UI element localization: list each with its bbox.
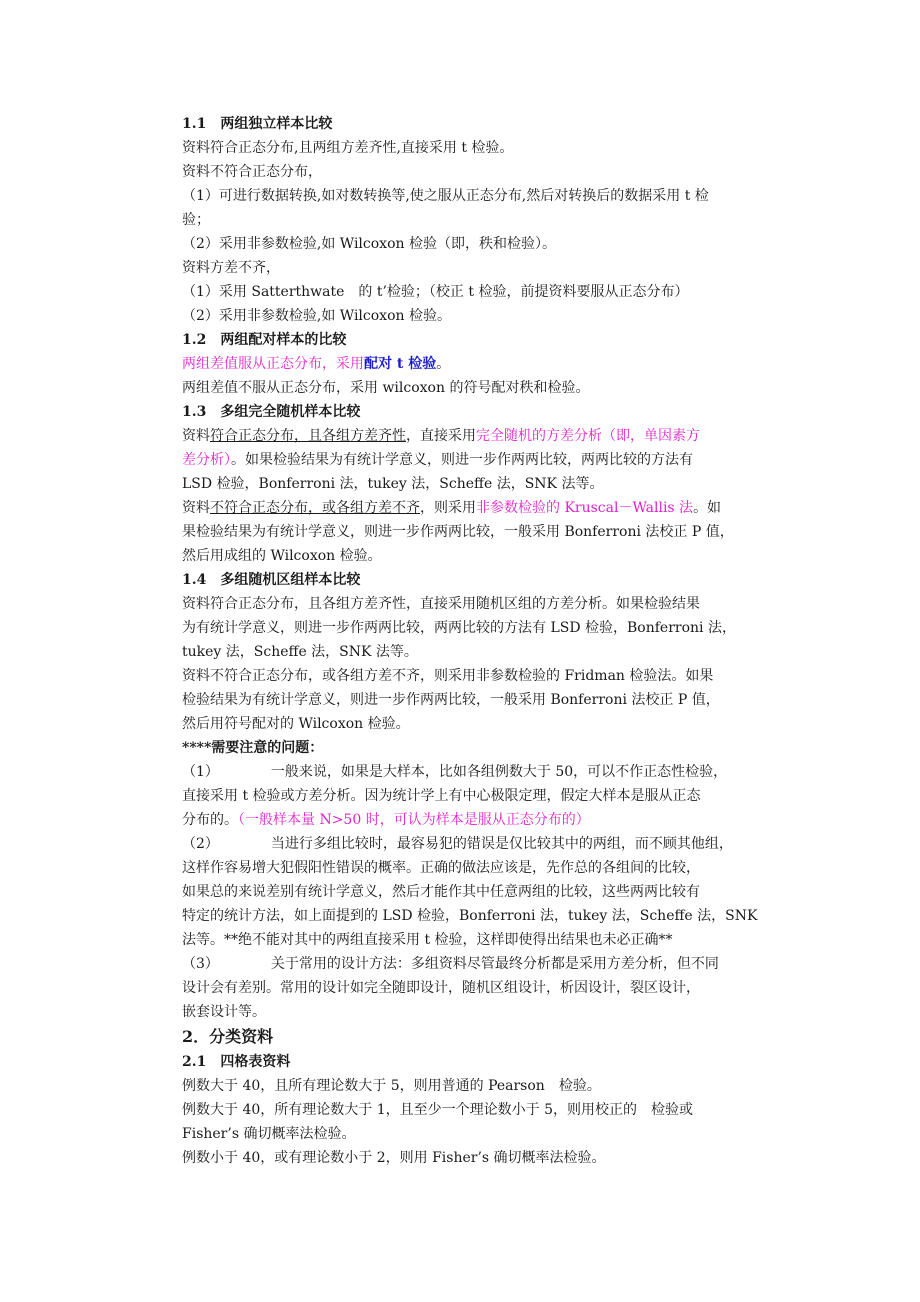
paragraph-line: 资料符合正态分布,且两组方差齐性,直接采用 t 检验。: [182, 140, 514, 156]
paragraph-line: 两组差值不服从正态分布，采用 wilcoxon 的符号配对秩和检验。: [182, 380, 590, 396]
paragraph-line: LSD 检验，Bonferroni 法，tukey 法，Scheffe 法，SNK 法等。: [182, 476, 604, 492]
paragraph-line: [182, 808, 794, 832]
paragraph-line: 果检验结果为有统计学意义，则进一步作两两比较，一般采用 Bonferroni 法校正 P 值，: [182, 524, 734, 540]
text-run: 资料: [182, 428, 210, 444]
paragraph-line: 特定的统计方法，如上面提到的 LSD 检验，Bonferroni 法，tukey 法，Scheffe 法，SNK: [182, 908, 758, 924]
paragraph-line: 法等。**绝不能对其中的两组直接采用 t 检验，这样即使得出结果也未必正确**: [182, 932, 673, 948]
paragraph-line: 如果总的来说差别有统计学意义，然后才能作其中任意两组的比较，这些两两比较有: [182, 884, 700, 900]
paragraph-line: 验；: [182, 212, 210, 228]
paragraph-line: 直接采用 t 检验或方差分析。因为统计学上有中心极限定理，假定大样本是服从正态: [182, 788, 701, 804]
text-run: 。如: [693, 500, 722, 516]
paragraph-line: 例数大于 40，所有理论数大于 1，且至少一个理论数小于 5，则用校正的 检验或: [182, 1102, 693, 1118]
text-run: 当进行多组比较时，最容易犯的错误是仅比较其中的两组，而不顾其他组，: [270, 836, 733, 852]
section-1-4-heading: 1.4 多组随机区组样本比较: [182, 572, 361, 588]
paragraph-line: tukey 法，Scheffe 法，SNK 法等。: [182, 644, 418, 660]
paragraph-line: [182, 832, 794, 856]
paragraph-line: Fisher’s 确切概率法检验。: [182, 1126, 356, 1142]
paragraph-line: 嵌套设计等。: [182, 1004, 266, 1020]
note-number: （1）: [182, 764, 219, 780]
paragraph-line: （1）可进行数据转换,如对数转换等,使之服从正态分布,然后对转换后的数据采用 t 检: [182, 188, 709, 204]
note-number: （2）: [182, 836, 219, 852]
note-number: （3）: [182, 956, 219, 972]
text-run: 关于常用的设计方法：多组资料尽管最终分析都是采用方差分析，但不同: [270, 956, 719, 972]
underlined-text: 符合正态分布，且各组方差齐性: [210, 428, 406, 444]
paragraph-line: [182, 952, 794, 976]
paragraph-line: [182, 448, 794, 472]
section-2-heading: 2．分类资料: [182, 1027, 274, 1046]
paragraph-line: 检验结果为有统计学意义，则进一步作两两比较，一般采用 Bonferroni 法校正 P 值，: [182, 692, 720, 708]
highlight-text: 非参数检验的 Kruscal－Wallis 法: [476, 500, 694, 516]
text-run: ，直接采用: [406, 428, 476, 444]
paragraph-line: 为有统计学意义，则进一步作两两比较，两两比较的方法有 LSD 检验，Bonferroni 法，: [182, 620, 736, 636]
text-run: 一般来说，如果是大样本，比如各组例数大于 50，可以不作正态性检验，: [270, 764, 728, 780]
paragraph-line: 资料方差不齐，: [182, 260, 280, 276]
emphasis-text: 配对 t 检验: [364, 356, 437, 372]
paragraph-line: （1）采用 Satterthwate 的 t’检验；（校正 t 检验，前提资料要服从正态分布）: [182, 284, 689, 300]
paragraph-line: 资料不符合正态分布，: [182, 164, 322, 180]
paragraph-line: [182, 352, 794, 376]
underlined-text: 不符合正态分布，或各组方差不齐: [210, 500, 420, 516]
paragraph-line: （2）采用非参数检验,如 Wilcoxon 检验。: [182, 308, 451, 324]
text-run: ，则采用: [420, 500, 476, 516]
text-run: 。如果检验结果为有统计学意义，则进一步作两两比较，两两比较的方法有: [231, 452, 693, 468]
text-run: 分布的。: [182, 812, 238, 828]
paragraph-line: 资料符合正态分布，且各组方差齐性，直接采用随机区组的方差分析。如果检验结果: [182, 596, 700, 612]
paragraph-line: 然后用符号配对的 Wilcoxon 检验。: [182, 716, 410, 732]
highlight-text: 差分析）: [182, 452, 231, 468]
paragraph-line: [182, 496, 794, 520]
paragraph-line: 资料不符合正态分布，或各组方差不齐，则采用非参数检验的 Fridman 检验法。如果: [182, 668, 714, 684]
text-run: 。: [436, 356, 451, 372]
highlight-text: 完全随机的方差分析（即，单因素方: [476, 428, 700, 444]
paragraph-line: 设计会有差别。常用的设计如完全随即设计，随机区组设计，析因设计，裂区设计，: [182, 980, 700, 996]
notes-heading: ****需要注意的问题：: [182, 740, 324, 756]
section-1-3-heading: 1.3 多组完全随机样本比较: [182, 404, 361, 420]
section-1-2-heading: 1.2 两组配对样本的比较: [182, 332, 347, 348]
highlight-text: （一般样本量 N>50 时，可认为样本是服从正态分布的）: [238, 812, 590, 828]
paragraph-line: 例数小于 40，或有理论数小于 2，则用 Fisher’s 确切概率法检验。: [182, 1150, 606, 1166]
document-page: [182, 112, 794, 1170]
paragraph-line: 然后用成组的 Wilcoxon 检验。: [182, 548, 382, 564]
highlight-text: 两组差值服从正态分布，采用: [182, 356, 364, 372]
text-run: 资料: [182, 500, 210, 516]
paragraph-line: [182, 424, 794, 448]
section-2-1-heading: 2.1 四格表资料: [182, 1054, 291, 1070]
section-1-1-heading: 1.1 两组独立样本比较: [182, 116, 333, 132]
paragraph-line: （2）采用非参数检验,如 Wilcoxon 检验（即，秩和检验）。: [182, 236, 556, 252]
paragraph-line: 例数大于 40，且所有理论数大于 5，则用普通的 Pearson 检验。: [182, 1078, 601, 1094]
paragraph-line: [182, 760, 794, 784]
paragraph-line: 这样作容易增大犯假阳性错误的概率。正确的做法应该是，先作总的各组间的比较，: [182, 860, 700, 876]
